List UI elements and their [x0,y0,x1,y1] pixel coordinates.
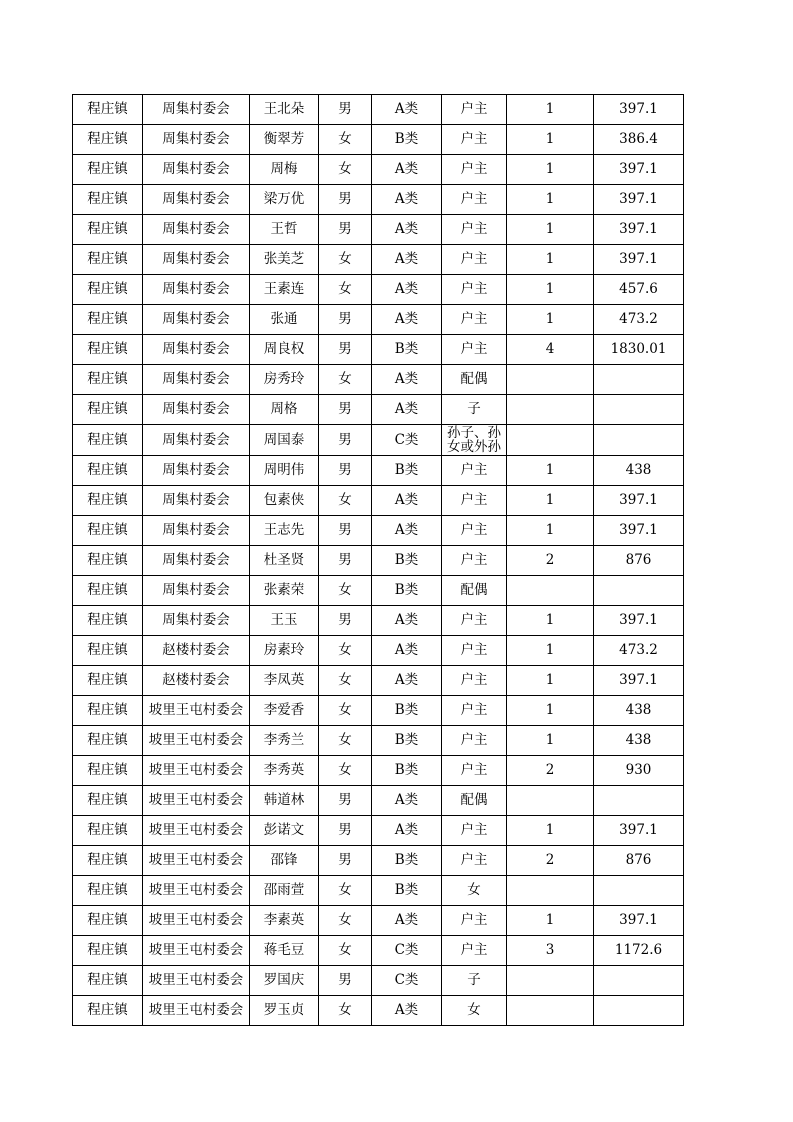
village-cell: 周集村委会 [143,606,250,636]
town-cell: 程庄镇 [73,395,143,425]
town-cell: 程庄镇 [73,636,143,666]
category-cell: C类 [372,425,442,456]
name-cell: 张通 [250,305,319,335]
town-cell: 程庄镇 [73,215,143,245]
village-cell: 周集村委会 [143,395,250,425]
household-size-cell: 1 [507,816,594,846]
town-cell: 程庄镇 [73,125,143,155]
village-cell: 周集村委会 [143,576,250,606]
name-cell: 李秀兰 [250,726,319,756]
gender-cell: 女 [319,756,372,786]
table-row [73,666,684,696]
town-cell: 程庄镇 [73,335,143,365]
name-cell: 周明伟 [250,456,319,486]
table-row [73,696,684,726]
amount-cell: 397.1 [594,906,684,936]
table-row [73,215,684,245]
town-cell: 程庄镇 [73,906,143,936]
village-cell: 周集村委会 [143,456,250,486]
village-cell: 坡里王屯村委会 [143,936,250,966]
category-cell: B类 [372,335,442,365]
amount-cell: 473.2 [594,636,684,666]
table-row [73,245,684,275]
amount-cell [594,576,684,606]
category-cell: A类 [372,606,442,636]
amount-cell: 876 [594,546,684,576]
town-cell: 程庄镇 [73,546,143,576]
relation-cell: 子 [442,395,507,425]
name-cell: 韩道林 [250,786,319,816]
household-size-cell [507,395,594,425]
household-size-cell [507,966,594,996]
name-cell: 张美芝 [250,245,319,275]
village-cell: 周集村委会 [143,305,250,335]
category-cell: B类 [372,696,442,726]
household-size-cell: 1 [507,215,594,245]
category-cell: A类 [372,906,442,936]
table-row [73,726,684,756]
table-row [73,606,684,636]
gender-cell: 男 [319,456,372,486]
gender-cell: 男 [319,335,372,365]
village-cell: 坡里王屯村委会 [143,756,250,786]
gender-cell: 女 [319,696,372,726]
town-cell: 程庄镇 [73,456,143,486]
name-cell: 周格 [250,395,319,425]
category-cell: B类 [372,576,442,606]
relation-cell: 户主 [442,245,507,275]
category-cell: A类 [372,365,442,395]
category-cell: B类 [372,546,442,576]
category-cell: A类 [372,155,442,185]
name-cell: 邵雨萱 [250,876,319,906]
table-row [73,846,684,876]
amount-cell: 1830.01 [594,335,684,365]
gender-cell: 女 [319,936,372,966]
category-cell: B类 [372,125,442,155]
village-cell: 赵楼村委会 [143,636,250,666]
category-cell: B类 [372,846,442,876]
amount-cell: 397.1 [594,95,684,125]
amount-cell: 397.1 [594,486,684,516]
gender-cell: 男 [319,95,372,125]
name-cell: 王素连 [250,275,319,305]
category-cell: B类 [372,876,442,906]
relation-cell: 户主 [442,636,507,666]
name-cell: 李素英 [250,906,319,936]
amount-cell: 397.1 [594,516,684,546]
town-cell: 程庄镇 [73,606,143,636]
amount-cell: 438 [594,456,684,486]
category-cell: A类 [372,275,442,305]
village-cell: 坡里王屯村委会 [143,846,250,876]
relation-cell: 配偶 [442,365,507,395]
gender-cell: 男 [319,816,372,846]
household-size-cell: 1 [507,95,594,125]
relation-cell: 户主 [442,816,507,846]
table-row [73,335,684,365]
relation-cell: 户主 [442,185,507,215]
town-cell: 程庄镇 [73,576,143,606]
table-row [73,966,684,996]
category-cell: A类 [372,395,442,425]
category-cell: A类 [372,95,442,125]
relation-cell: 户主 [442,155,507,185]
table-row [73,756,684,786]
table-row [73,185,684,215]
table-row [73,816,684,846]
name-cell: 王哲 [250,215,319,245]
category-cell: A类 [372,305,442,335]
town-cell: 程庄镇 [73,486,143,516]
gender-cell: 男 [319,786,372,816]
village-cell: 坡里王屯村委会 [143,876,250,906]
name-cell: 王北朵 [250,95,319,125]
table-row [73,365,684,395]
relation-cell: 户主 [442,456,507,486]
table-row [73,576,684,606]
town-cell: 程庄镇 [73,726,143,756]
town-cell: 程庄镇 [73,95,143,125]
table-row [73,636,684,666]
table-row [73,95,684,125]
gender-cell: 女 [319,155,372,185]
name-cell: 周国泰 [250,425,319,456]
gender-cell: 女 [319,876,372,906]
category-cell: A类 [372,516,442,546]
town-cell: 程庄镇 [73,245,143,275]
table-body [73,95,684,1026]
relation-cell: 户主 [442,275,507,305]
name-cell: 张素荣 [250,576,319,606]
category-cell: A类 [372,996,442,1026]
household-size-cell: 1 [507,185,594,215]
household-size-cell [507,996,594,1026]
town-cell: 程庄镇 [73,786,143,816]
name-cell: 周梅 [250,155,319,185]
amount-cell [594,425,684,456]
village-cell: 坡里王屯村委会 [143,906,250,936]
gender-cell: 男 [319,846,372,876]
gender-cell: 女 [319,365,372,395]
town-cell: 程庄镇 [73,966,143,996]
town-cell: 程庄镇 [73,305,143,335]
household-size-cell: 1 [507,456,594,486]
household-size-cell: 1 [507,516,594,546]
household-size-cell: 2 [507,546,594,576]
village-cell: 坡里王屯村委会 [143,816,250,846]
gender-cell: 男 [319,395,372,425]
household-size-cell: 4 [507,335,594,365]
household-size-cell [507,425,594,456]
gender-cell: 男 [319,606,372,636]
name-cell: 罗玉贞 [250,996,319,1026]
household-size-cell [507,365,594,395]
relation-cell: 女 [442,876,507,906]
amount-cell [594,966,684,996]
relation-cell: 户主 [442,906,507,936]
household-size-cell: 1 [507,726,594,756]
category-cell: A类 [372,636,442,666]
relation-cell: 户主 [442,936,507,966]
relation-cell: 户主 [442,305,507,335]
name-cell: 房秀玲 [250,365,319,395]
household-size-cell: 1 [507,305,594,335]
household-size-cell: 1 [507,275,594,305]
household-size-cell: 1 [507,125,594,155]
category-cell: B类 [372,726,442,756]
gender-cell: 女 [319,726,372,756]
gender-cell: 女 [319,906,372,936]
village-cell: 周集村委会 [143,185,250,215]
household-size-cell: 1 [507,666,594,696]
village-cell: 坡里王屯村委会 [143,786,250,816]
category-cell: A类 [372,486,442,516]
category-cell: A类 [372,185,442,215]
village-cell: 坡里王屯村委会 [143,726,250,756]
relation-cell: 户主 [442,125,507,155]
village-cell: 周集村委会 [143,95,250,125]
gender-cell: 女 [319,666,372,696]
table-row [73,305,684,335]
gender-cell: 女 [319,125,372,155]
relation-cell: 孙子、孙女或外孙 [442,425,507,456]
relation-cell: 户主 [442,486,507,516]
gender-cell: 男 [319,516,372,546]
gender-cell: 女 [319,275,372,305]
village-cell: 坡里王屯村委会 [143,996,250,1026]
name-cell: 周良权 [250,335,319,365]
amount-cell: 397.1 [594,215,684,245]
amount-cell [594,395,684,425]
table-row [73,425,684,456]
gender-cell: 女 [319,486,372,516]
gender-cell: 女 [319,245,372,275]
table-row [73,876,684,906]
household-size-cell: 1 [507,245,594,275]
gender-cell: 女 [319,636,372,666]
gender-cell: 男 [319,305,372,335]
household-size-cell [507,576,594,606]
table-row [73,486,684,516]
amount-cell: 1172.6 [594,936,684,966]
village-cell: 周集村委会 [143,516,250,546]
village-cell: 周集村委会 [143,486,250,516]
relation-cell: 户主 [442,726,507,756]
household-size-cell: 2 [507,756,594,786]
gender-cell: 男 [319,215,372,245]
amount-cell: 397.1 [594,185,684,215]
relation-cell: 配偶 [442,576,507,606]
household-size-cell: 1 [507,486,594,516]
name-cell: 衡翠芳 [250,125,319,155]
relation-cell: 户主 [442,516,507,546]
town-cell: 程庄镇 [73,846,143,876]
table-row [73,906,684,936]
town-cell: 程庄镇 [73,996,143,1026]
table-row [73,996,684,1026]
name-cell: 梁万优 [250,185,319,215]
household-size-cell: 1 [507,906,594,936]
category-cell: A类 [372,245,442,275]
relation-cell: 配偶 [442,786,507,816]
table-row [73,155,684,185]
amount-cell: 438 [594,726,684,756]
household-size-cell [507,786,594,816]
town-cell: 程庄镇 [73,876,143,906]
amount-cell [594,786,684,816]
table-row [73,786,684,816]
village-cell: 周集村委会 [143,335,250,365]
household-size-cell: 1 [507,606,594,636]
town-cell: 程庄镇 [73,696,143,726]
amount-cell: 473.2 [594,305,684,335]
name-cell: 蒋毛豆 [250,936,319,966]
town-cell: 程庄镇 [73,816,143,846]
table-row [73,516,684,546]
village-cell: 周集村委会 [143,245,250,275]
town-cell: 程庄镇 [73,185,143,215]
amount-cell: 876 [594,846,684,876]
name-cell: 房素玲 [250,636,319,666]
relation-cell: 户主 [442,696,507,726]
village-cell: 周集村委会 [143,155,250,185]
beneficiary-table [72,94,684,1026]
category-cell: B类 [372,456,442,486]
household-size-cell: 3 [507,936,594,966]
name-cell: 包素侠 [250,486,319,516]
relation-cell: 户主 [442,546,507,576]
town-cell: 程庄镇 [73,155,143,185]
household-size-cell: 2 [507,846,594,876]
category-cell: A类 [372,786,442,816]
name-cell: 杜圣贤 [250,546,319,576]
amount-cell [594,876,684,906]
table-row [73,456,684,486]
gender-cell: 男 [319,185,372,215]
category-cell: A类 [372,666,442,696]
table-row [73,936,684,966]
amount-cell: 386.4 [594,125,684,155]
town-cell: 程庄镇 [73,275,143,305]
village-cell: 周集村委会 [143,365,250,395]
name-cell: 彭诺文 [250,816,319,846]
gender-cell: 男 [319,966,372,996]
name-cell: 邵锋 [250,846,319,876]
gender-cell: 男 [319,425,372,456]
amount-cell: 457.6 [594,275,684,305]
town-cell: 程庄镇 [73,425,143,456]
amount-cell: 397.1 [594,155,684,185]
category-cell: A类 [372,215,442,245]
table-row [73,275,684,305]
table-row [73,395,684,425]
table-row [73,125,684,155]
name-cell: 王玉 [250,606,319,636]
amount-cell: 397.1 [594,816,684,846]
amount-cell: 397.1 [594,245,684,275]
category-cell: C类 [372,936,442,966]
category-cell: B类 [372,756,442,786]
name-cell: 王志先 [250,516,319,546]
name-cell: 李爱香 [250,696,319,726]
relation-cell: 户主 [442,666,507,696]
gender-cell: 男 [319,546,372,576]
table-row [73,546,684,576]
category-cell: C类 [372,966,442,996]
town-cell: 程庄镇 [73,756,143,786]
village-cell: 周集村委会 [143,125,250,155]
village-cell: 周集村委会 [143,425,250,456]
amount-cell: 930 [594,756,684,786]
amount-cell: 397.1 [594,666,684,696]
household-size-cell: 1 [507,696,594,726]
town-cell: 程庄镇 [73,936,143,966]
village-cell: 周集村委会 [143,546,250,576]
village-cell: 坡里王屯村委会 [143,966,250,996]
village-cell: 坡里王屯村委会 [143,696,250,726]
name-cell: 李凤英 [250,666,319,696]
gender-cell: 女 [319,996,372,1026]
household-size-cell [507,876,594,906]
relation-cell: 户主 [442,335,507,365]
amount-cell [594,365,684,395]
village-cell: 赵楼村委会 [143,666,250,696]
name-cell: 罗国庆 [250,966,319,996]
relation-cell: 子 [442,966,507,996]
town-cell: 程庄镇 [73,666,143,696]
village-cell: 周集村委会 [143,215,250,245]
name-cell: 李秀英 [250,756,319,786]
household-size-cell: 1 [507,636,594,666]
relation-cell: 户主 [442,606,507,636]
gender-cell: 女 [319,576,372,606]
household-size-cell: 1 [507,155,594,185]
amount-cell: 438 [594,696,684,726]
town-cell: 程庄镇 [73,365,143,395]
village-cell: 周集村委会 [143,275,250,305]
amount-cell [594,996,684,1026]
town-cell: 程庄镇 [73,516,143,546]
relation-cell: 户主 [442,215,507,245]
relation-cell: 女 [442,996,507,1026]
amount-cell: 397.1 [594,606,684,636]
relation-cell: 户主 [442,846,507,876]
relation-cell: 户主 [442,756,507,786]
relation-cell: 户主 [442,95,507,125]
category-cell: A类 [372,816,442,846]
